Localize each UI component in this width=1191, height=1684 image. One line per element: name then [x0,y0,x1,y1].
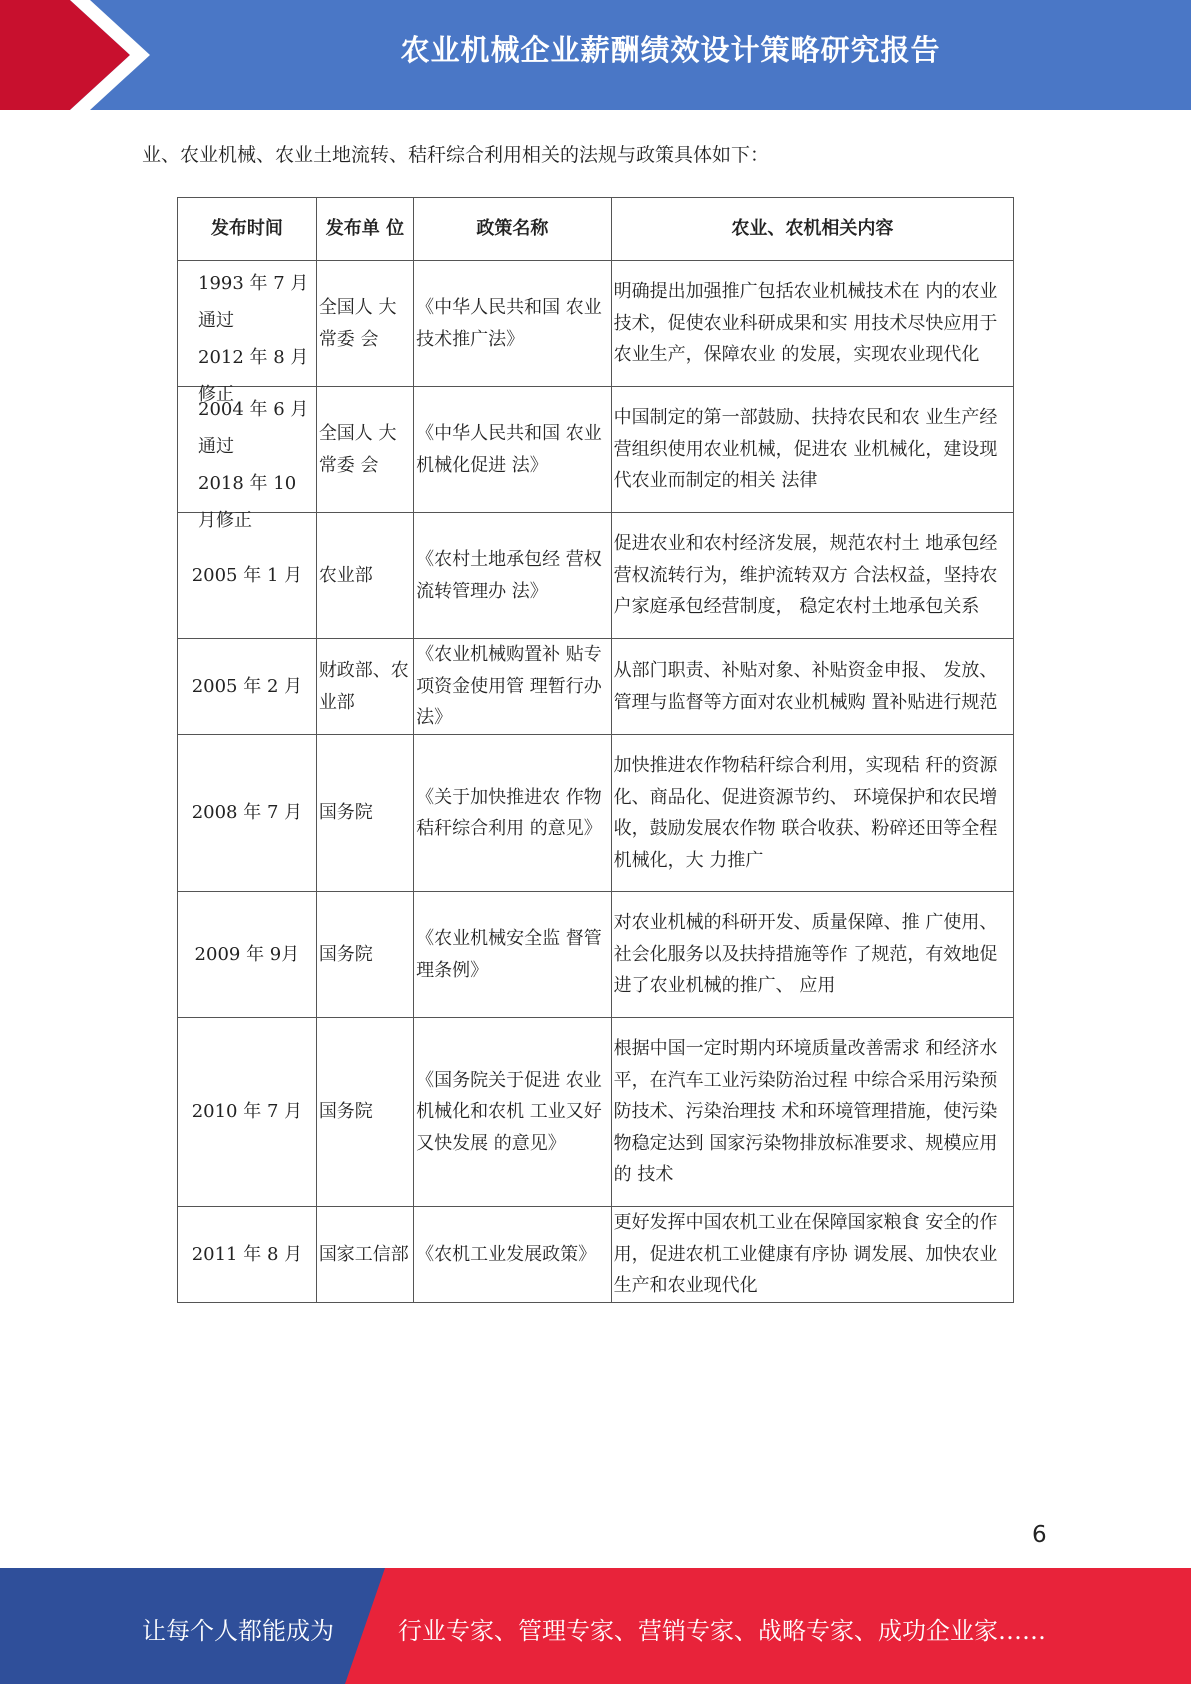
date-line: 2012 年 8 月 [198,347,309,368]
footer-banner [0,1568,1191,1684]
cell-policy-name: 《中华人民共和国 农业技术推广法》 [414,261,612,387]
cell-policy-name: 《农村土地承包经 营权流转管理办 法》 [414,513,612,639]
table-row [178,261,1014,387]
cell-unit: 财政部、农业部 [316,639,413,735]
intro-paragraph: 业、农业机械、农业土地流转、秸秆综合利用相关的法规与政策具体如下： [142,144,770,166]
cell-date: 2005 年 1 月 [178,513,317,639]
page-number: 6 [1032,1522,1047,1548]
cell-content: 从部门职责、补贴对象、补贴资金申报、 发放、管理与监督等方面对农业机械购 置补贴进行规范 [611,639,1013,735]
cell-content: 根据中国一定时期内环境质量改善需求 和经济水平，在汽车工业污染防治过程 中综合采用污染预防技术、污染治理技 术和环境管理措施，使污染物稳定达到 国家污染物排放标准要求、规模应用的 技术 [611,1018,1013,1207]
header-content: 农业、农机相关内容 [611,198,1013,261]
table-row [178,892,1014,1018]
table-row [178,513,1014,639]
date-line: 1993 年 7 月 [198,273,309,294]
cell-date: 2005 年 2 月 [178,639,317,735]
table-row [178,387,1014,513]
report-header [0,0,1191,110]
header-unit: 发布单 位 [316,198,413,261]
date-line: 2004 年 6 月 [198,399,309,420]
cell-policy-name: 《关于加快推进农 作物秸秆综合利用 的意见》 [414,735,612,892]
cell-date [178,261,317,405]
footer-slogan-left: 让每个人都能成为 [142,1617,334,1645]
cell-unit: 全国人 大常委 会 [316,261,413,387]
table-row [178,735,1014,892]
cell-content: 更好发挥中国农机工业在保障国家粮食 安全的作用，促进农机工业健康有序协 调发展、加快农业生产和农业现代化 [611,1207,1013,1303]
cell-unit: 国务院 [316,892,413,1018]
header-date: 发布时间 [178,198,317,261]
policy-table [177,197,1014,1303]
table-row [178,639,1014,735]
table-row [178,1207,1014,1303]
cell-unit: 国务院 [316,1018,413,1207]
report-title: 农业机械企业薪酬绩效设计策略研究报告 [400,33,941,67]
date-line: 通过 [198,436,234,457]
table-row [178,1018,1014,1207]
chevron-arrow-icon [0,0,160,110]
cell-date: 2010 年 7 月 [178,1018,317,1207]
cell-content: 明确提出加强推广包括农业机械技术在 内的农业技术，促使农业科研成果和实 用技术尽快应用于农业生产，保障农业 的发展，实现农业现代化 [611,261,1013,387]
date-line: 通过 [198,310,234,331]
date-line: 修正 [198,384,234,405]
cell-content: 对农业机械的科研开发、质量保障、推 广使用、社会化服务以及扶持措施等作 了规范，有效地促进了农业机械的推广、 应用 [611,892,1013,1018]
date-line: 2018 年 10 [198,473,297,494]
cell-content: 加快推进农作物秸秆综合利用，实现秸 秆的资源化、商品化、促进资源节约、 环境保护和农民增收，鼓励发展农作物 联合收获、粉碎还田等全程机械化，大 力推广 [611,735,1013,892]
cell-date: 2009 年 9月 [178,892,317,1018]
cell-unit: 农业部 [316,513,413,639]
cell-unit: 全国人 大常委 会 [316,387,413,513]
date-line: 月修正 [198,510,252,531]
cell-unit: 国务院 [316,735,413,892]
header-policy-name: 政策名称 [414,198,612,261]
table-header-row [178,198,1014,261]
cell-policy-name: 《国务院关于促进 农业机械化和农机 工业又好又快发展 的意见》 [414,1018,612,1207]
footer-slogan-right: 行业专家、管理专家、营销专家、战略专家、成功企业家…… [398,1617,1046,1645]
cell-policy-name: 《农业机械购置补 贴专项资金使用管 理暂行办法》 [414,639,612,735]
cell-date [178,387,317,531]
cell-content: 中国制定的第一部鼓励、扶持农民和农 业生产经营组织使用农业机械，促进农 业机械化，建设现代农业而制定的相关 法律 [611,387,1013,513]
cell-date: 2008 年 7 月 [178,735,317,892]
cell-policy-name: 《农业机械安全监 督管理条例》 [414,892,612,1018]
cell-content: 促进农业和农村经济发展，规范农村土 地承包经营权流转行为，维护流转双方 合法权益，坚持农户家庭承包经营制度， 稳定农村土地承包关系 [611,513,1013,639]
cell-policy-name: 《中华人民共和国 农业机械化促进 法》 [414,387,612,513]
cell-unit: 国家工信部 [316,1207,413,1303]
cell-policy-name: 《农机工业发展政策》 [414,1207,612,1303]
cell-date: 2011 年 8 月 [178,1207,317,1303]
